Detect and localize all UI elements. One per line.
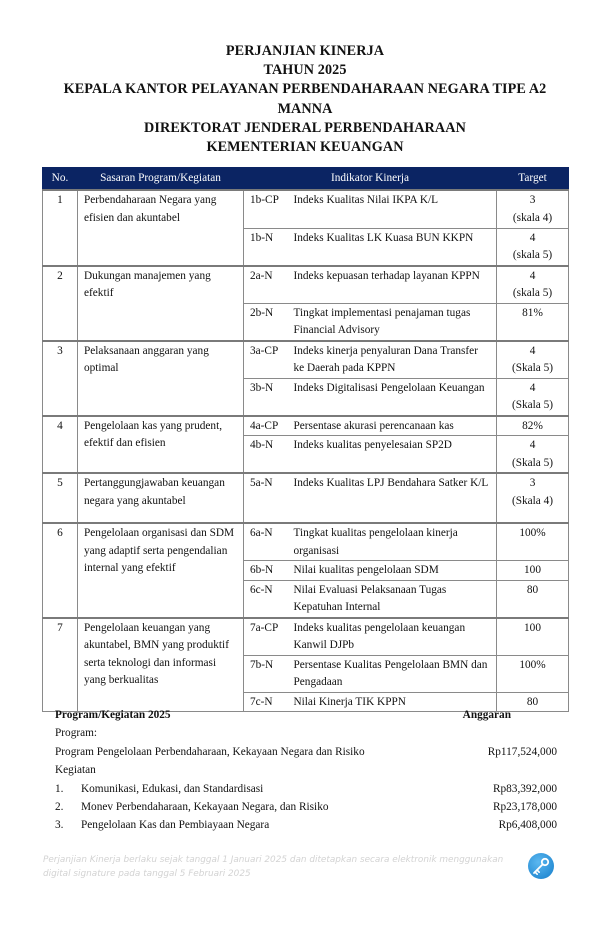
target-cell (497, 303, 569, 341)
sasaran-cell: Pelaksanaan anggaran yang optimal (78, 341, 244, 416)
table-row (43, 618, 569, 656)
budget-header (55, 706, 557, 724)
row-number: 4 (43, 416, 78, 474)
target-value: 3 (529, 194, 536, 206)
row-number: 2 (43, 266, 78, 341)
target-cell (497, 378, 569, 416)
table-row (43, 523, 569, 561)
indicator-code: 6a-N (244, 523, 292, 561)
title-line: DIREKTORAT JENDERAL PERBENDAHARAAN (144, 119, 466, 136)
target-cell (497, 580, 569, 618)
column-header-indikator: Indikator Kinerja (244, 168, 497, 191)
kegiatan-name: Komunikasi, Edukasi, dan Standardisasi (81, 782, 264, 795)
indicator-name: Nilai kualitas pengelolaan SDM (292, 561, 497, 581)
signature-note-line: Perjanjian Kinerja berlaku sejak tanggal 1 Januari 2025 dan ditetapkan secara elektronik menggunakan (43, 855, 504, 865)
target-value: 4 (529, 439, 536, 451)
target-value: 100% (519, 527, 546, 539)
title-line: KEPALA KANTOR PELAYANAN PERBENDAHARAAN NEGARA TIPE A2 (63, 81, 547, 98)
table-header-row (43, 168, 569, 191)
target-value: 4 (529, 231, 536, 244)
indicator-name: Indeks Kualitas Nilai IKPA K/L (292, 190, 497, 228)
target-value: 4 (529, 344, 536, 357)
indicator-name: Persentase akurasi perencanaan kas (292, 416, 497, 436)
indicator-name: Persentase Kualitas Pengelolaan BMN dan Pengadaan (292, 655, 497, 692)
sasaran-cell: Pertanggungjawaban keuangan negara yang akuntabel (78, 473, 244, 523)
title-line: PERJANJIAN KINERJA (225, 43, 385, 59)
target-cell (497, 266, 569, 304)
kegiatan-name: Pengelolaan Kas dan Pembiayaan Negara (81, 819, 270, 832)
target-cell (497, 341, 569, 379)
indicator-code: 2b-N (244, 303, 292, 341)
target-value: 100 (524, 564, 541, 576)
title-line: MANNA (277, 100, 333, 117)
target-value: 3 (529, 477, 536, 489)
indicator-code: 7b-N (244, 655, 292, 692)
indicator-name: Tingkat kualitas pengelolaan kinerja organisasi (292, 523, 497, 561)
row-number: 1 (43, 190, 78, 266)
target-cell (497, 473, 569, 523)
signature-note (43, 853, 513, 881)
target-cell (497, 228, 569, 266)
program-amount: Rp117,524,000 (487, 745, 557, 758)
target-value: 82% (522, 419, 543, 432)
target-cell (497, 655, 569, 692)
indicator-code: 6b-N (244, 561, 292, 581)
program-label: Program: (55, 727, 98, 740)
signature-note-line: digital signature pada tanggal 5 Februari 2025 (43, 869, 251, 879)
indicator-code: 5a-N (244, 473, 292, 523)
budget-section (55, 706, 557, 835)
kegiatan-row (55, 798, 557, 816)
program-row (55, 743, 557, 761)
kegiatan-amount: Rp83,392,000 (492, 782, 557, 795)
indicator-code: 2a-N (244, 266, 292, 304)
document-title (0, 42, 610, 157)
target-cell (497, 618, 569, 656)
column-header-target: Target (497, 168, 569, 191)
indicator-code: 1b-CP (244, 190, 292, 228)
indicator-name: Nilai Kinerja TIK KPPN (292, 692, 497, 712)
kegiatan-label: Kegiatan (55, 764, 96, 777)
budget-heading: Program/Kegiatan 2025 (55, 709, 171, 721)
indicator-name: Indeks Digitalisasi Pengelolaan Keuangan (292, 378, 497, 416)
kegiatan-row (55, 780, 557, 798)
indicator-name: Indeks kinerja penyaluran Dana Transfer ke Daerah pada KPPN (292, 341, 497, 379)
indicator-name: Indeks kualitas penyelesaian SP2D (292, 436, 497, 474)
target-value: 80 (526, 583, 539, 596)
target-scale: (skala 5) (512, 287, 553, 299)
table-row (43, 473, 569, 523)
indicator-code: 4a-CP (244, 416, 292, 436)
column-header-sasaran: Sasaran Program/Kegiatan (78, 168, 244, 191)
indicator-code: 7a-CP (244, 618, 292, 656)
target-value: 81% (522, 306, 543, 319)
target-scale: (Skala 5) (511, 456, 554, 469)
kegiatan-row (55, 816, 557, 834)
kegiatan-amount: Rp6,408,000 (498, 819, 557, 832)
target-scale: (skala 5) (512, 249, 553, 261)
sasaran-cell: Pengelolaan organisasi dan SDM yang adaptif serta pengendalian internal yang efektif (78, 523, 244, 618)
row-number: 5 (43, 473, 78, 523)
kegiatan-number: 1. (55, 782, 64, 795)
row-number: 3 (43, 341, 78, 416)
target-scale: (Skala 5) (511, 362, 554, 374)
table-row (43, 266, 569, 304)
performance-table (42, 167, 569, 712)
target-cell (497, 561, 569, 581)
target-value: 80 (526, 695, 539, 708)
kegiatan-label-row (55, 761, 557, 779)
target-cell (497, 416, 569, 436)
indicator-name: Indeks kualitas pengelolaan keuangan Kanwil DJPb (292, 618, 497, 656)
indicator-name: Tingkat implementasi penajaman tugas Financial Advisory (292, 303, 497, 341)
indicator-code: 6c-N (244, 580, 292, 618)
indicator-code: 4b-N (244, 436, 292, 474)
target-scale: (Skala 5) (511, 399, 554, 411)
sasaran-cell: Pengelolaan kas yang prudent, efektif dan efisien (78, 416, 244, 474)
column-header-no: No. (43, 168, 78, 191)
indicator-code: 1b-N (244, 228, 292, 266)
target-scale: (Skala 4) (511, 494, 554, 507)
target-scale: (skala 4) (512, 211, 553, 224)
row-number: 7 (43, 618, 78, 712)
target-value: 100 (524, 621, 541, 634)
title-line: KEMENTERIAN KEUANGAN (206, 139, 404, 156)
digital-signature-key-icon (528, 853, 554, 879)
title-line: TAHUN 2025 (263, 62, 347, 79)
sasaran-cell: Dukungan manajemen yang efektif (78, 266, 244, 341)
target-value: 4 (529, 381, 536, 394)
row-number: 6 (43, 523, 78, 618)
key-icon (528, 853, 554, 879)
indicator-code: 3b-N (244, 378, 292, 416)
indicator-name: Indeks Kualitas LPJ Bendahara Satker K/L (292, 473, 497, 523)
kegiatan-name: Monev Perbendaharaan, Kekayaan Negara, dan Risiko (81, 801, 329, 814)
table-row (43, 341, 569, 379)
target-cell (497, 436, 569, 474)
sasaran-cell: Pengelolaan keuangan yang akuntabel, BMN yang produktif serta teknologi dan informasi yang berkualitas (78, 618, 244, 712)
kegiatan-number: 2. (55, 801, 64, 814)
indicator-name: Indeks Kualitas LK Kuasa BUN KKPN (292, 228, 497, 266)
budget-amount-heading: Anggaran (462, 709, 511, 721)
indicator-code: 7c-N (244, 692, 292, 712)
target-value: 4 (529, 269, 536, 282)
table-row (43, 416, 569, 436)
table-row (43, 190, 569, 228)
target-cell (497, 523, 569, 561)
program-label-row (55, 724, 557, 742)
sasaran-cell: Perbendaharaan Negara yang efisien dan akuntabel (78, 190, 244, 266)
kegiatan-amount: Rp23,178,000 (492, 801, 557, 814)
program-name: Program Pengelolaan Perbendaharaan, Kekayaan Negara dan Risiko (55, 745, 365, 758)
target-value: 100% (519, 658, 546, 671)
indicator-name: Nilai Evaluasi Pelaksanaan Tugas Kepatuhan Internal (292, 580, 497, 618)
indicator-name: Indeks kepuasan terhadap layanan KPPN (292, 266, 497, 304)
target-cell (497, 190, 569, 228)
kegiatan-number: 3. (55, 819, 64, 832)
indicator-code: 3a-CP (244, 341, 292, 379)
